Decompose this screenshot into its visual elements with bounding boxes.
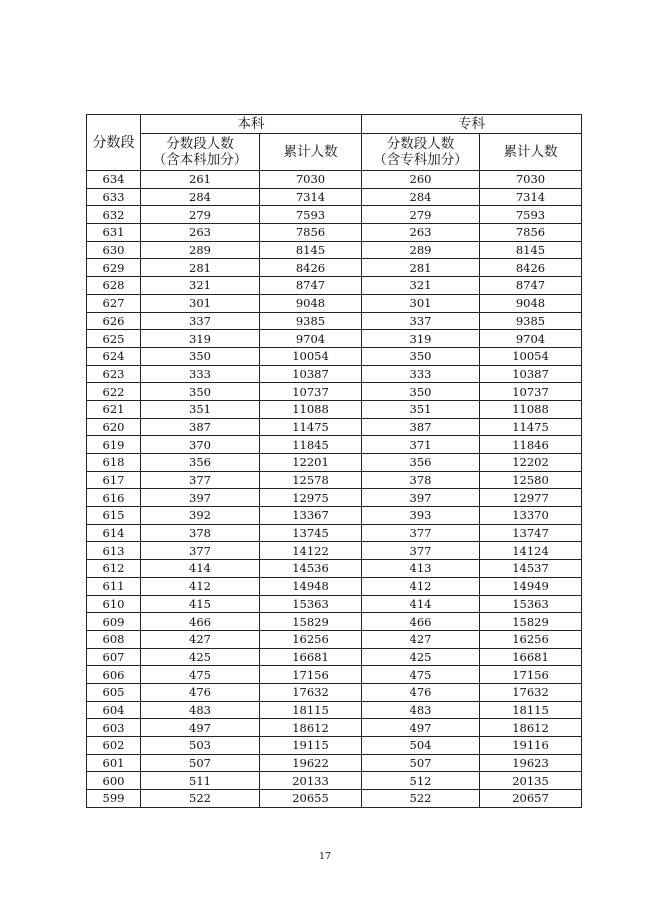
zhuanke-count-cell: 522 xyxy=(362,790,480,808)
benke-count-cell: 263 xyxy=(141,224,260,242)
zhuanke-cumulative-cell: 9385 xyxy=(480,312,582,330)
zhuanke-count-header xyxy=(362,134,480,171)
zhuanke-cumulative-cell: 16681 xyxy=(480,648,582,666)
table-row xyxy=(87,188,582,206)
score-cell: 634 xyxy=(87,171,141,189)
group-header-row xyxy=(87,115,582,134)
benke-count-cell: 387 xyxy=(141,418,260,436)
benke-cumulative-cell: 18612 xyxy=(260,719,362,737)
benke-count-cell: 321 xyxy=(141,277,260,295)
zhuanke-count-cell: 350 xyxy=(362,347,480,365)
table-row xyxy=(87,683,582,701)
zhuanke-count-cell: 351 xyxy=(362,400,480,418)
table-row xyxy=(87,347,582,365)
table-row xyxy=(87,719,582,737)
zhuanke-cumulative-cell: 18612 xyxy=(480,719,582,737)
zhuanke-count-cell: 425 xyxy=(362,648,480,666)
benke-cumulative-cell: 19622 xyxy=(260,754,362,772)
benke-cumulative-cell: 12578 xyxy=(260,471,362,489)
zhuanke-count-cell: 476 xyxy=(362,683,480,701)
benke-cumulative-cell: 17156 xyxy=(260,666,362,684)
zhuanke-cumulative-cell: 8145 xyxy=(480,241,582,259)
benke-cumulative-cell: 8747 xyxy=(260,277,362,295)
table-row xyxy=(87,241,582,259)
zhuanke-group-header: 专科 xyxy=(362,115,582,134)
score-cell: 631 xyxy=(87,224,141,242)
table-row xyxy=(87,418,582,436)
table-row xyxy=(87,754,582,772)
zhuanke-cumulative-cell: 19116 xyxy=(480,737,582,755)
benke-cumulative-cell: 15363 xyxy=(260,595,362,613)
benke-count-cell: 412 xyxy=(141,577,260,595)
table-row xyxy=(87,507,582,525)
zhuanke-cumulative-cell: 8426 xyxy=(480,259,582,277)
table-row xyxy=(87,577,582,595)
zhuanke-count-cell: 281 xyxy=(362,259,480,277)
benke-count-cell: 284 xyxy=(141,188,260,206)
benke-cumulative-cell: 12201 xyxy=(260,454,362,472)
column-header-row xyxy=(87,134,582,171)
score-cell: 628 xyxy=(87,277,141,295)
benke-cumulative-cell: 10054 xyxy=(260,347,362,365)
zhuanke-count-cell: 466 xyxy=(362,613,480,631)
table-row xyxy=(87,171,582,189)
benke-count-cell: 427 xyxy=(141,630,260,648)
benke-count-cell: 281 xyxy=(141,259,260,277)
table-row xyxy=(87,790,582,808)
zhuanke-cumulative-cell: 17632 xyxy=(480,683,582,701)
table-row xyxy=(87,542,582,560)
zhuanke-cumulative-cell: 16256 xyxy=(480,630,582,648)
table-row xyxy=(87,613,582,631)
zhuanke-cumulative-cell: 17156 xyxy=(480,666,582,684)
benke-count-cell: 497 xyxy=(141,719,260,737)
benke-count-cell: 289 xyxy=(141,241,260,259)
table-row xyxy=(87,595,582,613)
score-cell: 600 xyxy=(87,772,141,790)
benke-count-cell: 503 xyxy=(141,737,260,755)
benke-cumulative-cell: 14948 xyxy=(260,577,362,595)
benke-count-cell: 378 xyxy=(141,524,260,542)
benke-count-header-line1: 分数段人数 xyxy=(166,136,234,152)
benke-cumulative-cell: 8426 xyxy=(260,259,362,277)
benke-cumulative-cell: 18115 xyxy=(260,701,362,719)
benke-count-cell: 415 xyxy=(141,595,260,613)
zhuanke-cumulative-cell: 10387 xyxy=(480,365,582,383)
table-row xyxy=(87,383,582,401)
benke-cumulative-cell: 7593 xyxy=(260,206,362,224)
benke-cumulative-cell: 14122 xyxy=(260,542,362,560)
table-row xyxy=(87,648,582,666)
table-row xyxy=(87,630,582,648)
score-cell: 608 xyxy=(87,630,141,648)
benke-count-header xyxy=(141,134,260,171)
page-number: 17 xyxy=(318,851,332,862)
zhuanke-cumulative-header: 累计人数 xyxy=(480,134,582,171)
benke-count-cell: 483 xyxy=(141,701,260,719)
zhuanke-count-cell: 350 xyxy=(362,383,480,401)
zhuanke-count-cell: 279 xyxy=(362,206,480,224)
zhuanke-cumulative-cell: 13370 xyxy=(480,507,582,525)
zhuanke-cumulative-cell: 10054 xyxy=(480,347,582,365)
benke-cumulative-cell: 19115 xyxy=(260,737,362,755)
benke-count-cell: 279 xyxy=(141,206,260,224)
benke-cumulative-header: 累计人数 xyxy=(260,134,362,171)
benke-count-cell: 392 xyxy=(141,507,260,525)
zhuanke-count-cell: 263 xyxy=(362,224,480,242)
table-row xyxy=(87,365,582,383)
score-cell: 615 xyxy=(87,507,141,525)
benke-count-cell: 350 xyxy=(141,347,260,365)
score-cell: 618 xyxy=(87,454,141,472)
benke-cumulative-cell: 17632 xyxy=(260,683,362,701)
score-cell: 609 xyxy=(87,613,141,631)
zhuanke-cumulative-cell: 7030 xyxy=(480,171,582,189)
score-cell: 611 xyxy=(87,577,141,595)
benke-count-cell: 333 xyxy=(141,365,260,383)
zhuanke-count-cell: 337 xyxy=(362,312,480,330)
score-cell: 604 xyxy=(87,701,141,719)
zhuanke-count-cell: 378 xyxy=(362,471,480,489)
zhuanke-count-cell: 284 xyxy=(362,188,480,206)
score-cell: 614 xyxy=(87,524,141,542)
benke-cumulative-cell: 10387 xyxy=(260,365,362,383)
table-row xyxy=(87,701,582,719)
score-cell: 630 xyxy=(87,241,141,259)
score-cell: 607 xyxy=(87,648,141,666)
benke-count-cell: 370 xyxy=(141,436,260,454)
score-cell: 622 xyxy=(87,383,141,401)
zhuanke-count-cell: 414 xyxy=(362,595,480,613)
zhuanke-cumulative-cell: 19623 xyxy=(480,754,582,772)
score-cell: 621 xyxy=(87,400,141,418)
score-cell: 626 xyxy=(87,312,141,330)
benke-cumulative-cell: 12975 xyxy=(260,489,362,507)
table-row xyxy=(87,259,582,277)
score-cell: 612 xyxy=(87,560,141,578)
zhuanke-cumulative-cell: 7856 xyxy=(480,224,582,242)
score-cell: 602 xyxy=(87,737,141,755)
table-row xyxy=(87,471,582,489)
table-row xyxy=(87,666,582,684)
zhuanke-cumulative-cell: 14537 xyxy=(480,560,582,578)
benke-cumulative-cell: 10737 xyxy=(260,383,362,401)
benke-cumulative-cell: 9385 xyxy=(260,312,362,330)
zhuanke-count-cell: 371 xyxy=(362,436,480,454)
zhuanke-count-cell: 377 xyxy=(362,524,480,542)
benke-cumulative-cell: 13745 xyxy=(260,524,362,542)
zhuanke-cumulative-cell: 15829 xyxy=(480,613,582,631)
table-body xyxy=(87,171,582,808)
table-row xyxy=(87,489,582,507)
benke-cumulative-cell: 11475 xyxy=(260,418,362,436)
zhuanke-count-cell: 512 xyxy=(362,772,480,790)
benke-count-cell: 356 xyxy=(141,454,260,472)
benke-count-cell: 337 xyxy=(141,312,260,330)
benke-cumulative-cell: 8145 xyxy=(260,241,362,259)
benke-cumulative-cell: 7314 xyxy=(260,188,362,206)
zhuanke-count-cell: 319 xyxy=(362,330,480,348)
zhuanke-count-cell: 413 xyxy=(362,560,480,578)
zhuanke-count-cell: 321 xyxy=(362,277,480,295)
table-row xyxy=(87,524,582,542)
zhuanke-cumulative-cell: 9048 xyxy=(480,294,582,312)
score-range-header: 分数段 xyxy=(87,115,141,171)
table-row xyxy=(87,400,582,418)
zhuanke-count-cell: 427 xyxy=(362,630,480,648)
benke-cumulative-cell: 9704 xyxy=(260,330,362,348)
zhuanke-count-cell: 301 xyxy=(362,294,480,312)
table-row xyxy=(87,312,582,330)
score-cell: 603 xyxy=(87,719,141,737)
zhuanke-count-cell: 356 xyxy=(362,454,480,472)
score-cell: 624 xyxy=(87,347,141,365)
score-cell: 617 xyxy=(87,471,141,489)
zhuanke-count-cell: 393 xyxy=(362,507,480,525)
benke-cumulative-cell: 11088 xyxy=(260,400,362,418)
benke-cumulative-cell: 14536 xyxy=(260,560,362,578)
table-row xyxy=(87,436,582,454)
zhuanke-cumulative-cell: 18115 xyxy=(480,701,582,719)
zhuanke-cumulative-cell: 14949 xyxy=(480,577,582,595)
zhuanke-cumulative-cell: 11088 xyxy=(480,400,582,418)
benke-count-cell: 261 xyxy=(141,171,260,189)
zhuanke-count-cell: 412 xyxy=(362,577,480,595)
score-cell: 606 xyxy=(87,666,141,684)
score-cell: 616 xyxy=(87,489,141,507)
benke-count-cell: 476 xyxy=(141,683,260,701)
zhuanke-count-cell: 475 xyxy=(362,666,480,684)
zhuanke-cumulative-cell: 15363 xyxy=(480,595,582,613)
zhuanke-count-cell: 507 xyxy=(362,754,480,772)
score-cell: 629 xyxy=(87,259,141,277)
zhuanke-count-header-line2: （含专科加分） xyxy=(373,152,468,168)
table-row xyxy=(87,330,582,348)
table-row xyxy=(87,206,582,224)
benke-count-cell: 301 xyxy=(141,294,260,312)
benke-count-cell: 351 xyxy=(141,400,260,418)
score-cell: 599 xyxy=(87,790,141,808)
benke-cumulative-cell: 13367 xyxy=(260,507,362,525)
benke-cumulative-cell: 16681 xyxy=(260,648,362,666)
benke-count-cell: 511 xyxy=(141,772,260,790)
zhuanke-count-cell: 260 xyxy=(362,171,480,189)
benke-count-cell: 507 xyxy=(141,754,260,772)
benke-count-cell: 475 xyxy=(141,666,260,684)
table-row xyxy=(87,454,582,472)
benke-count-cell: 377 xyxy=(141,471,260,489)
zhuanke-count-cell: 289 xyxy=(362,241,480,259)
benke-count-cell: 377 xyxy=(141,542,260,560)
benke-cumulative-cell: 7030 xyxy=(260,171,362,189)
benke-count-cell: 319 xyxy=(141,330,260,348)
zhuanke-count-cell: 497 xyxy=(362,719,480,737)
score-cell: 627 xyxy=(87,294,141,312)
zhuanke-cumulative-cell: 8747 xyxy=(480,277,582,295)
zhuanke-count-cell: 387 xyxy=(362,418,480,436)
benke-cumulative-cell: 20133 xyxy=(260,772,362,790)
score-cell: 623 xyxy=(87,365,141,383)
benke-count-cell: 397 xyxy=(141,489,260,507)
benke-cumulative-cell: 16256 xyxy=(260,630,362,648)
table-row xyxy=(87,560,582,578)
score-cell: 613 xyxy=(87,542,141,560)
score-cell: 632 xyxy=(87,206,141,224)
zhuanke-cumulative-cell: 14124 xyxy=(480,542,582,560)
benke-count-cell: 414 xyxy=(141,560,260,578)
score-cell: 605 xyxy=(87,683,141,701)
table-row xyxy=(87,772,582,790)
zhuanke-cumulative-cell: 7314 xyxy=(480,188,582,206)
score-cell: 619 xyxy=(87,436,141,454)
zhuanke-count-cell: 504 xyxy=(362,737,480,755)
zhuanke-cumulative-cell: 7593 xyxy=(480,206,582,224)
zhuanke-cumulative-cell: 20657 xyxy=(480,790,582,808)
zhuanke-cumulative-cell: 13747 xyxy=(480,524,582,542)
table-row xyxy=(87,277,582,295)
table-row xyxy=(87,294,582,312)
zhuanke-cumulative-cell: 12580 xyxy=(480,471,582,489)
score-cell: 601 xyxy=(87,754,141,772)
zhuanke-count-cell: 397 xyxy=(362,489,480,507)
score-cell: 625 xyxy=(87,330,141,348)
benke-cumulative-cell: 7856 xyxy=(260,224,362,242)
zhuanke-cumulative-cell: 9704 xyxy=(480,330,582,348)
zhuanke-cumulative-cell: 11846 xyxy=(480,436,582,454)
benke-count-cell: 350 xyxy=(141,383,260,401)
zhuanke-count-cell: 377 xyxy=(362,542,480,560)
benke-count-cell: 522 xyxy=(141,790,260,808)
benke-group-header: 本科 xyxy=(141,115,362,134)
zhuanke-count-header-line1: 分数段人数 xyxy=(386,136,455,152)
zhuanke-count-cell: 483 xyxy=(362,701,480,719)
benke-cumulative-cell: 15829 xyxy=(260,613,362,631)
benke-count-cell: 425 xyxy=(141,648,260,666)
zhuanke-cumulative-cell: 20135 xyxy=(480,772,582,790)
benke-cumulative-cell: 9048 xyxy=(260,294,362,312)
table-row xyxy=(87,224,582,242)
benke-count-header-line2: （含本科加分） xyxy=(152,152,248,168)
benke-cumulative-cell: 20655 xyxy=(260,790,362,808)
zhuanke-cumulative-cell: 12977 xyxy=(480,489,582,507)
benke-count-cell: 466 xyxy=(141,613,260,631)
table-row xyxy=(87,737,582,755)
zhuanke-cumulative-cell: 11475 xyxy=(480,418,582,436)
benke-cumulative-cell: 11845 xyxy=(260,436,362,454)
zhuanke-count-cell: 333 xyxy=(362,365,480,383)
score-cell: 620 xyxy=(87,418,141,436)
score-distribution-table xyxy=(86,114,582,808)
zhuanke-cumulative-cell: 12202 xyxy=(480,454,582,472)
score-cell: 610 xyxy=(87,595,141,613)
score-cell: 633 xyxy=(87,188,141,206)
zhuanke-cumulative-cell: 10737 xyxy=(480,383,582,401)
